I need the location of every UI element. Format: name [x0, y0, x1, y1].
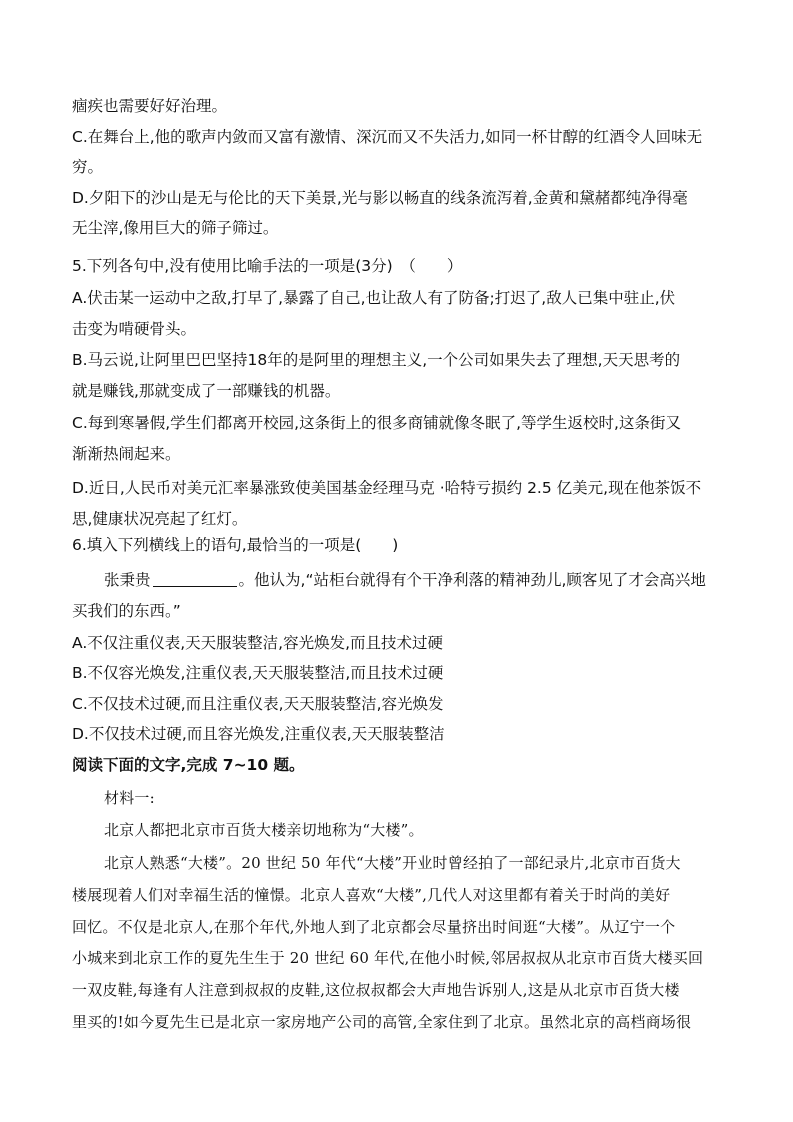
- q4-option-d-cont: 无尘滓,像用巨大的筛子筛过。: [72, 219, 279, 237]
- q5-option-c-cont: 渐渐热闹起来。: [72, 445, 181, 463]
- q4-option-c-cont: 穷。: [72, 158, 104, 176]
- q6-passage-line-1: [104, 570, 706, 590]
- answer-blank[interactable]: [153, 572, 237, 587]
- q6-passage-subject: 张秉贵: [104, 571, 151, 589]
- material-line-2: 北京人熟悉“大楼”。20 世纪 50 年代“大楼”开业时曾经拍了一部纪录片,北京市百货大: [104, 854, 681, 872]
- q5-option-b: B.马云说,让阿里巴巴坚持18年的是阿里的理想主义,一个公司如果失去了理想,天天思考的: [72, 351, 681, 369]
- q4-option-d: D.夕阳下的沙山是无与伦比的天下美景,光与影以畅直的线条流泻着,金黄和黛赭都纯净得毫: [72, 189, 688, 207]
- material-line-3: 楼展现着人们对幸福生活的憧憬。北京人喜欢“大楼”,几代人对这里都有着关于时尚的美好: [72, 886, 671, 904]
- q4-line-1: 痼疾也需要好好治理。: [72, 97, 228, 115]
- q5-option-d: D.近日,人民币对美元汇率暴涨致使美国基金经理马克 ·哈特亏损约 2.5 亿美元,现在他茶饭不: [72, 479, 702, 497]
- q6-stem: 6.填入下列横线上的语句,最恰当的一项是( ): [72, 536, 399, 554]
- q6-option-d: D.不仅技术过硬,而且容光焕发,注重仪表,天天服装整洁: [72, 725, 445, 743]
- q5-option-a-cont: 击变为啃硬骨头。: [72, 320, 197, 338]
- q5-option-a: A.伏击某一运动中之敌,打早了,暴露了自己,也让敌人有了防备;打迟了,敌人已集中驻止,伏: [72, 289, 676, 307]
- q6-option-a: A.不仅注重仪表,天天服装整洁,容光焕发,而且技术过硬: [72, 634, 444, 652]
- material-label: 材料一:: [104, 789, 155, 807]
- material-line-5: 小城来到北京工作的夏先生生于 20 世纪 60 年代,在他小时候,邻居叔叔从北京市百货大楼买回: [72, 949, 704, 967]
- q5-option-d-cont: 思,健康状况亮起了红灯。: [72, 510, 248, 528]
- q4-option-c: C.在舞台上,他的歌声内敛而又富有激情、深沉而又不失活力,如同一杯甘醇的红酒令人回味无: [72, 128, 703, 146]
- q6-passage-quote: 。他认为,“站柜台就得有个干净利落的精神劲儿,顾客见了才会高兴地: [238, 571, 706, 589]
- q5-stem: 5.下列各句中,没有使用比喻手法的一项是(3分) （ ）: [72, 257, 463, 275]
- reading-heading: 阅读下面的文字,完成 7~10 题。: [72, 756, 305, 774]
- q6-option-b: B.不仅容光焕发,注重仪表,天天服装整洁,而且技术过硬: [72, 664, 444, 682]
- q6-passage-line-2: 买我们的东西。”: [72, 602, 181, 620]
- q6-option-c: C.不仅技术过硬,而且注重仪表,天天服装整洁,容光焕发: [72, 695, 444, 713]
- material-line-6: 一双皮鞋,每逢有人注意到叔叔的皮鞋,这位叔叔都会大声地告诉别人,这是从北京市百货大楼: [72, 981, 680, 999]
- material-line-1: 北京人都把北京市百货大楼亲切地称为“大楼”。: [104, 821, 424, 839]
- material-line-7: 里买的!如今夏先生已是北京一家房地产公司的高管,全家住到了北京。虽然北京的高档商场很: [72, 1013, 692, 1031]
- q5-option-c: C.每到寒暑假,学生们都离开校园,这条街上的很多商铺就像冬眠了,等学生返校时,这条街又: [72, 414, 681, 432]
- q5-option-b-cont: 就是赚钱,那就变成了一部赚钱的机器。: [72, 382, 341, 400]
- material-line-4: 回忆。不仅是北京人,在那个年代,外地人到了北京都会尽量挤出时间逛“大楼”。从辽宁一个: [72, 918, 676, 936]
